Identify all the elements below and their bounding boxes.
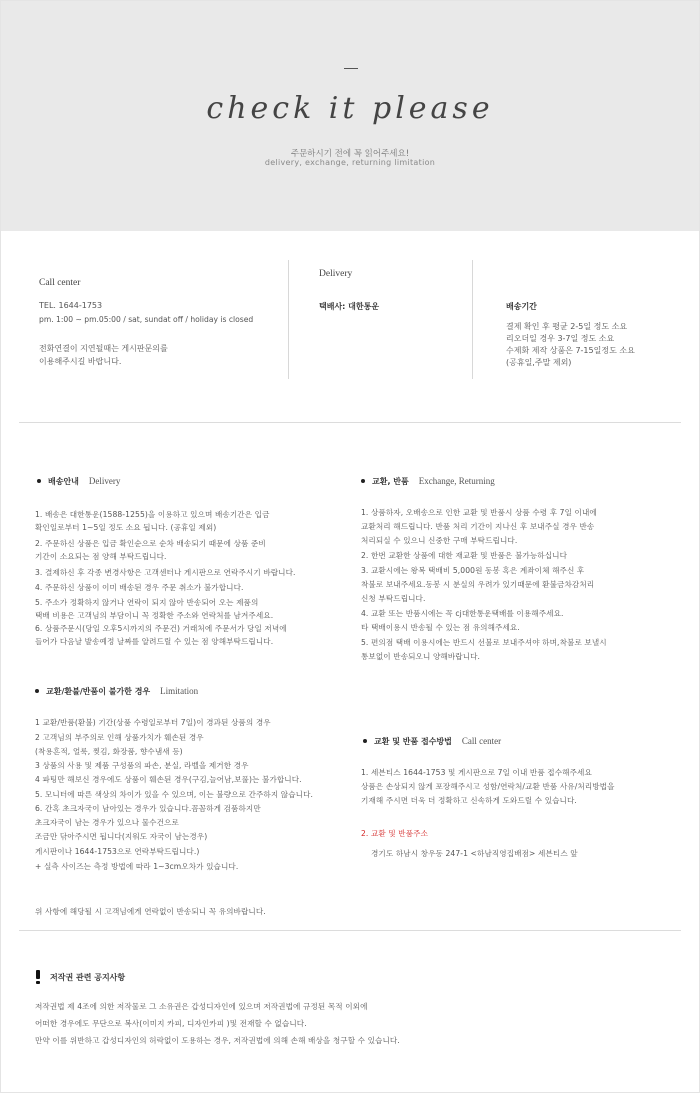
limitation-title-en: Limitation bbox=[160, 686, 199, 696]
exchange-line: 2. 한번 교환한 상품에 대한 재교환 및 반품은 불가능하십니다 bbox=[361, 551, 568, 560]
hero-banner bbox=[1, 1, 699, 231]
return-method-line: 기재해 주시면 더욱 더 정확하고 신속하게 도와드릴 수 있습니다. bbox=[361, 796, 577, 805]
delivery-courier: 택배사: 대한통운 bbox=[319, 302, 380, 311]
call-center-hours: pm. 1:00 ~ pm.05:00 / sat, sundat off / holiday is closed bbox=[39, 315, 254, 324]
limitation-title-ko: 교환/환불/반품이 불가한 경우 bbox=[46, 687, 151, 696]
hero-script-title: check it please bbox=[206, 91, 494, 126]
return-method-line: 상품은 손상되지 않게 포장해주시고 성함/연락처/교환 반품 사유/처리방법을 bbox=[361, 782, 615, 791]
exchange-title-ko: 교환, 반품 bbox=[372, 477, 409, 486]
limitation-line: 3 상품의 사용 및 제품 구성품의 파손, 분실, 라벨을 제거한 경우 bbox=[35, 761, 249, 770]
shipping-period-line: 리오더일 경우 3-7일 정도 소요 bbox=[506, 334, 615, 343]
exchange-line: 처리되실 수 있으니 신중한 구매 부탁드립니다. bbox=[361, 536, 518, 545]
delivery-guide-title bbox=[37, 476, 120, 487]
delivery-guide-title-en: Delivery bbox=[88, 476, 121, 486]
limitation-line: (착용흔적, 얼룩, 찢김, 화장품, 향수냄새 등) bbox=[35, 747, 183, 756]
limitation-line: 2 고객님의 부주의로 인해 상품가치가 훼손된 경우 bbox=[35, 733, 204, 742]
exchange-line: 4. 교환 또는 반품시에는 꼭 cj대한통운택배를 이용해주세요. bbox=[361, 609, 564, 618]
return-method-line: 1. 세븐티스 1644-1753 및 게시판으로 7일 이내 반품 접수해주세요 bbox=[361, 768, 592, 777]
delivery-guide-title-ko: 배송안내 bbox=[48, 477, 79, 486]
call-center-note-1: 전화연결이 지연될때는 게시판문의를 bbox=[39, 344, 168, 353]
limitation-line: 초크자국이 남는 경우가 있으나 물수건으로 bbox=[35, 818, 179, 827]
exchange-line: 착불로 보내주세요.동봉 시 분실의 우려가 있기때문에 환불금차감처리 bbox=[361, 580, 595, 589]
limitation-line: 4 파팅만 해보신 경우에도 상품이 훼손된 경우(구김,늘어남,보풀)는 불가합니다. bbox=[35, 775, 302, 784]
hero-subtitle-en: delivery, exchange, returning limitation bbox=[264, 158, 436, 167]
limitation-line: + 실측 사이즈는 측정 방법에 따라 1~3cm오차가 있습니다. bbox=[35, 862, 239, 871]
copyright-line: 만약 이를 위반하고 갑성디자인의 허락없이 도용하는 경우, 저작권법에 의해 손해 배상을 청구할 수 있습니다. bbox=[35, 1036, 400, 1045]
bullet-dot-icon bbox=[37, 479, 41, 483]
exchange-line: 1. 상품하자, 오배송으로 인한 교환 및 반품시 상품 수령 후 7일 이내에 bbox=[361, 508, 597, 517]
info-divider-2 bbox=[472, 260, 473, 379]
shipping-period-line: 수제화 제작 상품은 7-15일정도 소요 bbox=[506, 346, 635, 355]
return-method-title-ko: 교환 및 반품 접수방법 bbox=[374, 737, 452, 746]
notice-line: 위 사항에 해당될 시 고객님에게 연락없이 반송되니 꼭 유의바랍니다. bbox=[35, 907, 266, 916]
delivery-guide-line: 6. 상품주문시(당일 오후5시까지의 주문건) 거래처에 주문서가 당일 저녁에 bbox=[35, 624, 287, 633]
limitation-line: 게시판이나 1644-1753으로 연락부탁드립니다.) bbox=[35, 847, 200, 856]
copyright-line: 어떠한 경우에도 무단으로 복사(이미지 카피, 디자인카피 )및 전재할 수 없습니다. bbox=[35, 1019, 307, 1028]
return-method-title-en: Call center bbox=[461, 736, 502, 746]
return-address: 경기도 하남시 창우동 247-1 <하남직영집배점> 세븐티스 앞 bbox=[371, 849, 578, 858]
bullet-dot-icon bbox=[363, 739, 367, 743]
limitation-title bbox=[35, 686, 198, 697]
limitation-line: 5. 모니터에 따른 색상의 차이가 있을 수 있으며, 이는 불량으로 간주하지 않습니다. bbox=[35, 790, 314, 799]
shipping-period-line: (공휴일,주말 제외) bbox=[506, 358, 572, 367]
limitation-line: 조금만 닦아주시면 됩니다(지워도 자국이 남는경우) bbox=[35, 832, 208, 841]
delivery-guide-line: 1. 배송은 대한통운(1588-1255)을 이용하고 있으며 배송기간은 입금 bbox=[35, 510, 270, 519]
info-row bbox=[1, 231, 699, 421]
delivery-guide-line: 들어가 다음날 발송예정 날짜를 알려드릴 수 있는 점 양해부탁드립니다. bbox=[35, 637, 274, 646]
delivery-guide-line: 택배 비용은 고객님의 부담이니 꼭 정확한 주소와 연락처를 남겨주세요. bbox=[35, 611, 274, 620]
exchange-line: 통보없이 반송되오니 양해바랍니다. bbox=[361, 652, 481, 661]
section-divider bbox=[19, 422, 681, 423]
copyright-title: 저작권 관련 공지사항 bbox=[50, 973, 126, 982]
delivery-guide-line: 기간이 소요되는 점 양해 부탁드립니다. bbox=[35, 552, 167, 561]
delivery-heading: Delivery bbox=[319, 269, 353, 279]
delivery-guide-line: 5. 주소가 정확하지 않거나 연락이 되지 않아 반송되어 오는 제품의 bbox=[35, 598, 259, 607]
bullet-dot-icon bbox=[35, 689, 39, 693]
exchange-line: 타 택배이용시 반송될 수 있는 점 유의해주세요. bbox=[361, 623, 520, 632]
bullet-dot-icon bbox=[361, 479, 365, 483]
limitation-line: 1 교환/반품(환불) 기간(상품 수령일로부터 7일)이 경과된 상품의 경우 bbox=[35, 718, 271, 727]
delivery-guide-line: 3. 결제하신 후 각종 변경사항은 고객센터나 게시판으로 연락주시기 바랍니다. bbox=[35, 568, 296, 577]
exchange-line: 교환처리 해드립니다. 반품 처리 기간이 지나신 후 보내주실 경우 반송 bbox=[361, 522, 595, 531]
exclamation-icon bbox=[35, 970, 41, 984]
delivery-guide-line: 4. 주문하신 상품이 이미 배송된 경우 주문 취소가 불가합니다. bbox=[35, 583, 244, 592]
call-center-heading: Call center bbox=[39, 278, 81, 288]
exchange-line: 3. 교환시에는 왕복 택배비 5,000원 동봉 혹은 계좌이체 해주신 후 bbox=[361, 566, 585, 575]
delivery-guide-line: 2. 주문하신 상품은 입금 확인순으로 순차 배송되기 때문에 상품 준비 bbox=[35, 539, 266, 548]
return-address-label: 2. 교환 및 반품주소 bbox=[361, 829, 429, 838]
hero-subtitle-ko: 주문하시기 전에 꼭 읽어주세요! bbox=[290, 149, 410, 159]
shipping-period-line: 결제 확인 후 평균 2-5일 정도 소요 bbox=[506, 322, 628, 331]
return-method-title bbox=[363, 736, 501, 747]
limitation-line: 6. 간혹 초크자국이 남아있는 경우가 있습니다.꼼꼼하게 검품하지만 bbox=[35, 804, 261, 813]
copyright-line: 저작권법 제 4조에 의한 저작물로 그 소유권은 갑성디자인에 있으며 저작권법에 규정된 목적 이외에 bbox=[35, 1002, 368, 1011]
delivery-guide-line: 확인일로부터 1~5일 정도 소요 됩니다. (공휴일 제외) bbox=[35, 523, 217, 532]
shipping-period-heading: 배송기간 bbox=[506, 302, 537, 311]
exchange-line: 신청 부탁드립니다. bbox=[361, 594, 426, 603]
exchange-title bbox=[361, 476, 495, 487]
call-center-note-2: 이용해주시길 바랍니다. bbox=[39, 357, 122, 366]
section-divider bbox=[19, 930, 681, 931]
exchange-title-en: Exchange, Returning bbox=[418, 476, 495, 486]
info-divider-1 bbox=[288, 260, 289, 379]
hero-dash-divider bbox=[344, 68, 358, 69]
exchange-line: 5. 편의점 택배 이용시에는 반드시 선불로 보내주셔야 하며,착불로 보낼시 bbox=[361, 638, 607, 647]
call-center-tel: TEL. 1644-1753 bbox=[39, 301, 103, 310]
